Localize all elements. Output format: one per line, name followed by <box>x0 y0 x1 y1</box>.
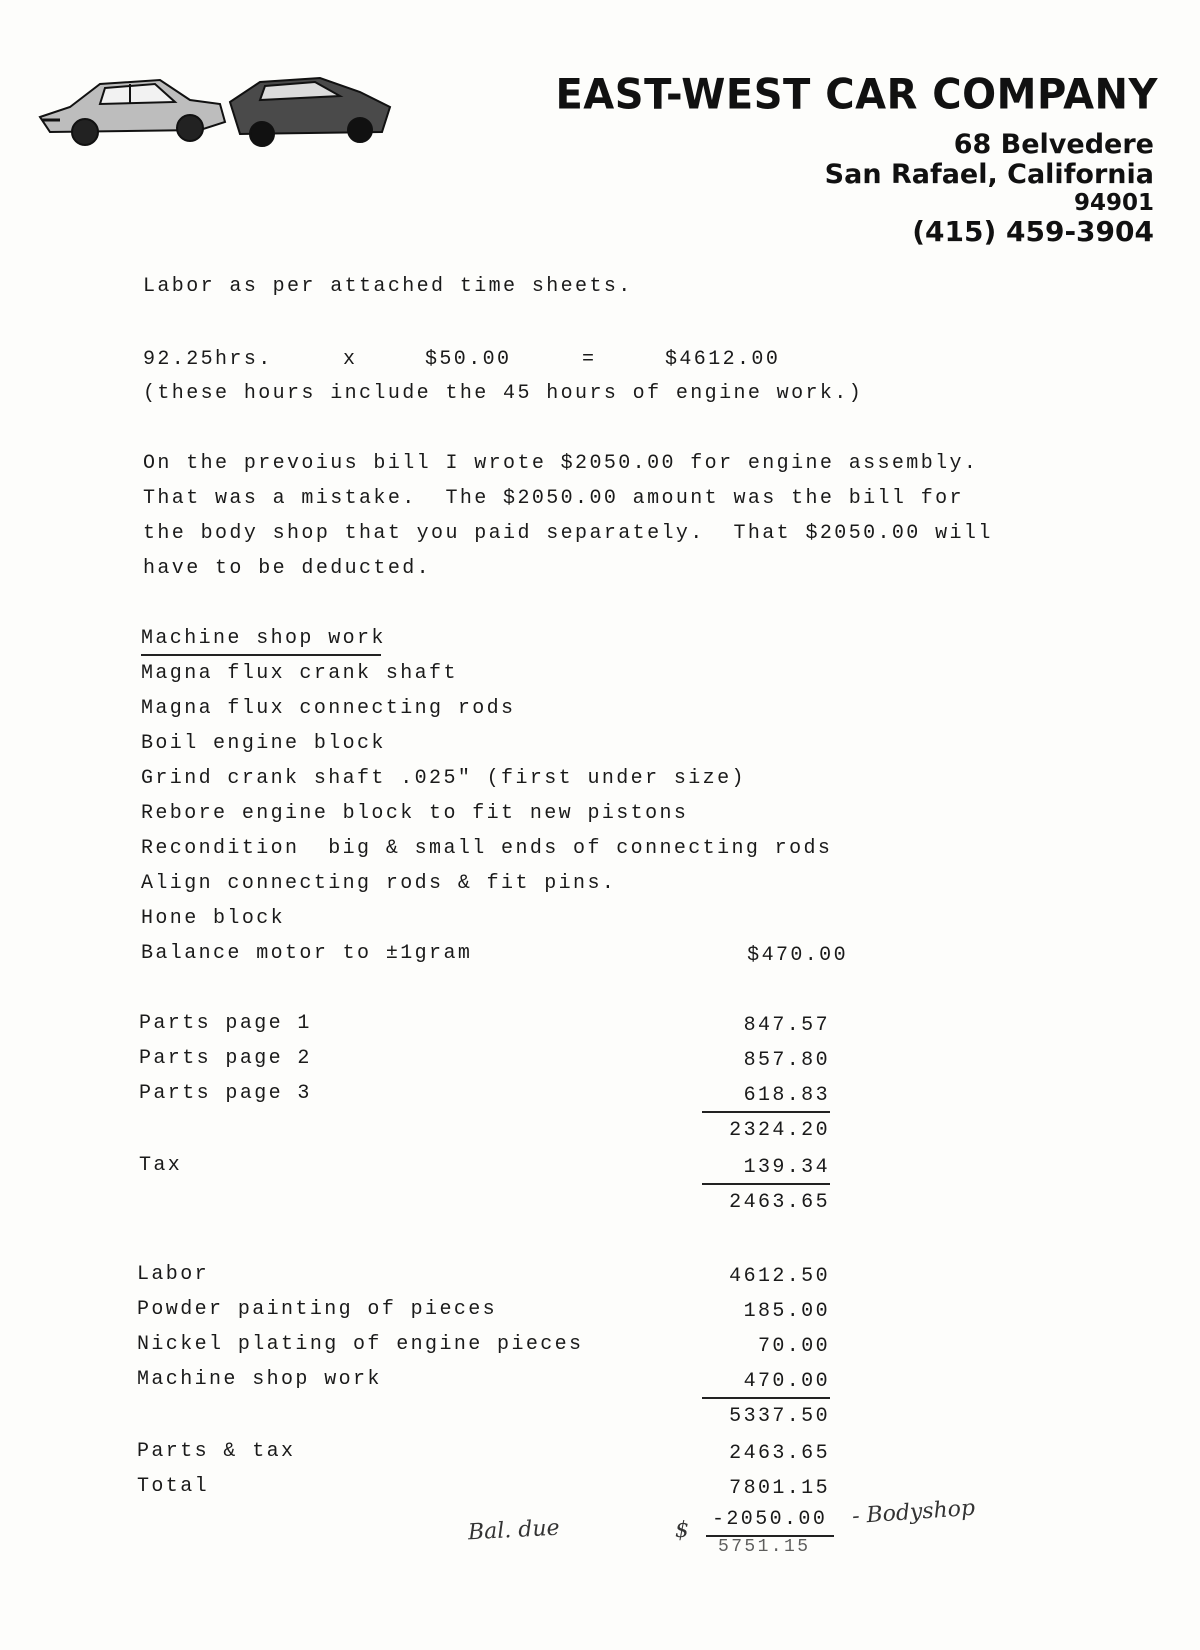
machine-shop-item: Recondition big & small ends of connecting rods <box>141 837 833 860</box>
sum-rule <box>702 1397 830 1399</box>
handwritten-deduction: -2050.00 <box>712 1508 828 1531</box>
parts-tax-amount: 2463.65 <box>729 1442 830 1465</box>
parts-amount: 847.57 <box>743 1014 830 1037</box>
summary-label: Labor <box>137 1263 210 1286</box>
parts-tax-label: Parts & tax <box>137 1440 296 1463</box>
correction-line: the body shop that you paid separately. That $2050.00 will <box>143 522 993 545</box>
machine-shop-item: Grind crank shaft .025" (first under size) <box>141 767 746 790</box>
company-name: EAST-WEST CAR COMPANY <box>555 70 1158 120</box>
machine-shop-heading: Machine shop work <box>141 627 386 650</box>
intro-line: Labor as per attached time sheets. <box>143 275 633 298</box>
machine-shop-amount: $470.00 <box>747 944 848 967</box>
parts-label: Parts page 1 <box>139 1012 312 1035</box>
heading-underline <box>141 654 381 656</box>
machine-shop-item: Magna flux connecting rods <box>141 697 516 720</box>
machine-shop-item: Align connecting rods & fit pins. <box>141 872 617 895</box>
handwritten-balance: 5751.15 <box>718 1537 811 1557</box>
parts-label: Parts page 2 <box>139 1047 312 1070</box>
phone-number: (415) 459-3904 <box>912 215 1154 248</box>
summary-amount: 185.00 <box>743 1300 830 1323</box>
correction-line: have to be deducted. <box>143 557 432 580</box>
labor-rate: $50.00 <box>425 348 512 371</box>
handwritten-bal-due: Bal. due <box>467 1515 561 1546</box>
city-state: San Rafael, California <box>824 159 1154 190</box>
sedan-drawing <box>40 80 225 145</box>
machine-shop-item: Rebore engine block to fit new pistons <box>141 802 689 825</box>
company-address <box>825 130 1154 248</box>
parts-amount: 857.80 <box>743 1049 830 1072</box>
sports-car-drawing <box>230 78 390 146</box>
tax-amount: 139.34 <box>743 1156 830 1179</box>
labor-times: x <box>343 348 358 371</box>
parts-subtotal: 2324.20 <box>729 1119 830 1142</box>
machine-shop-item: Boil engine block <box>141 732 386 755</box>
labor-equals: = <box>582 348 597 371</box>
labor-result: $4612.00 <box>665 348 781 371</box>
machine-shop-item: Balance motor to ±1gram <box>141 942 473 965</box>
total-label: Total <box>137 1475 210 1498</box>
summary-amount: 70.00 <box>757 1335 830 1358</box>
machine-shop-item: Magna flux crank shaft <box>141 662 458 685</box>
parts-total: 2463.65 <box>729 1191 830 1214</box>
summary-label: Powder painting of pieces <box>137 1298 498 1321</box>
tax-label: Tax <box>139 1154 183 1177</box>
summary-subtotal: 5337.50 <box>729 1405 830 1428</box>
zip-code: 94901 <box>1073 190 1154 216</box>
machine-shop-item: Hone block <box>141 907 286 930</box>
car-logo-illustration <box>30 62 410 162</box>
sum-rule <box>702 1183 830 1185</box>
labor-note: (these hours include the 45 hours of engine work.) <box>143 382 864 405</box>
summary-amount: 470.00 <box>743 1370 830 1393</box>
handwritten-dollar: $ <box>675 1518 689 1543</box>
summary-amount: 4612.50 <box>729 1265 830 1288</box>
total-amount: 7801.15 <box>729 1477 830 1500</box>
parts-label: Parts page 3 <box>139 1082 312 1105</box>
labor-hours: 92.25hrs. <box>143 348 273 371</box>
street-address: 68 Belvedere <box>953 129 1154 160</box>
correction-line: On the prevoius bill I wrote $2050.00 for engine assembly. <box>143 452 979 475</box>
correction-line: That was a mistake. The $2050.00 amount was the bill for <box>143 487 964 510</box>
sum-rule <box>702 1111 830 1113</box>
handwritten-bodyshop: - Bodyshop <box>851 1495 976 1530</box>
summary-label: Nickel plating of engine pieces <box>137 1333 584 1356</box>
summary-label: Machine shop work <box>137 1368 382 1391</box>
parts-amount: 618.83 <box>743 1084 830 1107</box>
